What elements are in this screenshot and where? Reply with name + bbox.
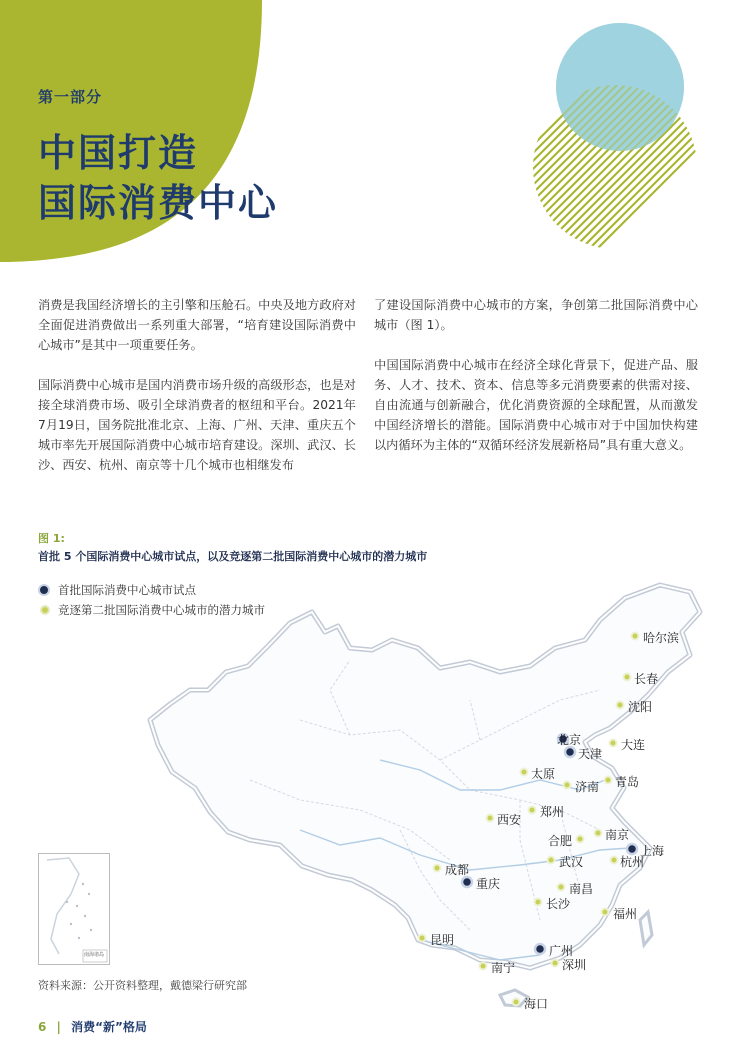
city-label-xian: 西安 [497, 813, 522, 827]
page-number: 6 [38, 1020, 47, 1034]
city-label-harbin: 哈尔滨 [643, 631, 680, 645]
city-label-hefei: 合肥 [548, 834, 573, 848]
page-footer [38, 1018, 147, 1035]
publication-title: 消费“新”格局 [71, 1020, 147, 1034]
marker-chongqing [462, 877, 472, 887]
city-label-haikou: 海口 [524, 997, 549, 1011]
marker-guangzhou [535, 944, 545, 954]
legend-first-label: 首批国际消费中心城市试点 [58, 583, 196, 597]
city-label-guangzhou: 广州 [549, 944, 574, 958]
city-label-wuhan: 武汉 [559, 855, 584, 869]
marker-xian [487, 815, 494, 822]
marker-fuzhou [602, 909, 609, 916]
south-china-sea-inset [38, 853, 110, 965]
marker-changsha [535, 899, 542, 906]
city-label-jinan: 济南 [575, 780, 600, 794]
city-label-nanning: 南宁 [491, 961, 516, 975]
marker-dalian [610, 740, 617, 747]
marker-hangzhou [611, 857, 618, 864]
marker-shenzhen [552, 960, 559, 967]
city-label-dalian: 大连 [621, 738, 646, 752]
city-label-shenzhen: 深圳 [562, 958, 587, 972]
legend-second-label: 竞逐第二批国际消费中心城市的潜力城市 [58, 603, 265, 617]
city-label-tianjin: 天津 [578, 747, 603, 761]
left-paragraph-2: 国际消费中心城市是国内消费市场升级的高级形态，也是对接全球消费市场、吸引全球消费者的枢纽和平台。2021年7月19日，国务院批准北京、上海、广州、天津、重庆五个城市率先开展国际消费中心城市培育建设。深圳、武汉、长沙、西安、杭州、南京等十几个城市也相继发布 [38, 378, 356, 472]
marker-chengdu [434, 865, 441, 872]
left-paragraph-1: 消费是我国经济增长的主引擎和压舱石。中央及地方政府对全面促进消费做出一系列重大部署，“培育建设国际消费中心城市”是其中一项重要任务。 [38, 298, 356, 352]
city-label-fuzhou: 福州 [613, 907, 638, 921]
city-label-zhengzhou: 郑州 [540, 805, 565, 819]
city-label-chengdu: 成都 [445, 863, 470, 877]
city-label-qingdao: 青岛 [615, 775, 640, 789]
city-label-changchun: 长春 [634, 672, 659, 686]
section-label: 第一部分 [38, 88, 103, 106]
marker-nanchang [558, 884, 565, 891]
china-map [0, 570, 750, 1010]
footer-separator: | [56, 1020, 61, 1034]
marker-jinan [564, 782, 571, 789]
figure-title: 首批 5 个国际消费中心城市试点，以及竞逐第二批国际消费中心城市的潜力城市 [38, 550, 428, 563]
city-label-kunming: 昆明 [430, 933, 455, 947]
right-paragraph-1: 了建设国际消费中心城市的方案，争创第二批国际消费中心城市（图 1）。 [374, 298, 698, 332]
right-paragraph-2: 中国国际消费中心城市在经济全球化背景下，促进产品、服务、人才、技术、资本、信息等多元消费要素的供需对接、自由流通与创新融合，优化消费资源的全球配置，从而激发中国经济增长的潜能。国际消费中心城市对于中国加快构建以内循环为主体的“双循环经济发展新格局”具有重大意义。 [374, 358, 698, 452]
marker-qingdao [605, 777, 612, 784]
city-label-taiyuan: 太原 [531, 767, 556, 781]
figure-label: 图 1: [38, 532, 65, 545]
marker-tianjin [565, 747, 575, 757]
inset-label: 南海诸岛 [84, 952, 105, 958]
marker-shenyang [617, 702, 624, 709]
marker-haikou [513, 999, 520, 1006]
marker-changchun [624, 674, 631, 681]
marker-nanjing [595, 830, 602, 837]
marker-nanning [480, 963, 487, 970]
city-label-shenyang: 沈阳 [628, 700, 653, 714]
marker-harbin [632, 633, 639, 640]
city-label-chongqing: 重庆 [476, 877, 501, 891]
marker-taiyuan [521, 769, 528, 776]
city-label-beijing: 北京 [557, 733, 582, 747]
source-note: 资料来源：公开资料整理，戴德梁行研究部 [38, 979, 247, 992]
marker-hefei [577, 836, 584, 843]
city-label-shanghai: 上海 [640, 844, 665, 858]
city-label-changsha: 长沙 [546, 897, 571, 911]
city-label-hangzhou: 杭州 [620, 855, 645, 869]
page-title-line1: 中国打造 [38, 131, 199, 175]
city-label-nanjing: 南京 [605, 828, 630, 842]
marker-kunming [419, 935, 426, 942]
marker-wuhan [548, 857, 555, 864]
page-title-line2: 国际消费中心 [38, 181, 279, 225]
city-label-nanchang: 南昌 [569, 882, 594, 896]
marker-zhengzhou [529, 807, 536, 814]
